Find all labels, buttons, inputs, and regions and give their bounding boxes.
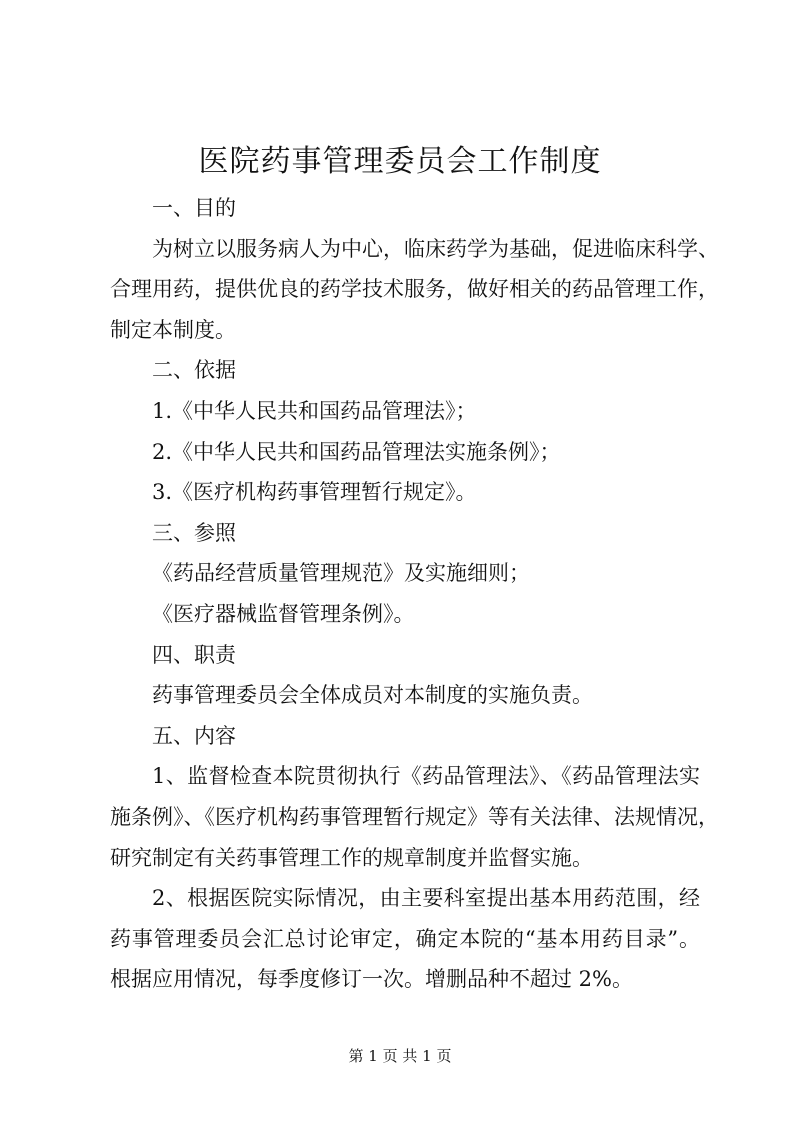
body-line: 制定本制度。 <box>110 317 236 342</box>
body-line: 四、职责 <box>152 642 236 667</box>
document-body <box>110 188 719 1000</box>
body-line: 1、监督检查本院贯彻执行《药品管理法》、《药品管理法实 <box>152 764 700 789</box>
document-title: 医院药事管理委员会工作制度 <box>198 144 602 179</box>
body-line: 《医疗器械监督管理条例》。 <box>152 601 415 626</box>
body-line: 2.《中华人民共和国药品管理法实施条例》； <box>152 439 561 464</box>
body-line: 研究制定有关药事管理工作的规章制度并监督实施。 <box>110 845 593 870</box>
body-line: 药事管理委员会汇总讨论审定，确定本院的“基本用药目录”。 <box>110 926 700 951</box>
body-line: 2、根据医院实际情况，由主要科室提出基本用药范围，经 <box>152 886 700 911</box>
body-line: 《药品经营质量管理规范》及实施细则； <box>152 561 530 586</box>
body-line: 药事管理委员会全体成员对本制度的实施负责。 <box>152 683 593 708</box>
page-footer: 第 1 页 共 1 页 <box>348 1047 452 1065</box>
body-line: 三、参照 <box>152 520 236 545</box>
body-line: 施条例》、《医疗机构药事管理暂行规定》等有关法律、法规情况， <box>110 804 719 829</box>
body-line: 根据应用情况，每季度修订一次。增删品种不超过 2%。 <box>110 967 633 992</box>
body-line: 1.《中华人民共和国药品管理法》； <box>152 398 477 423</box>
body-line: 一、目的 <box>152 196 236 220</box>
body-line: 3.《医疗机构药事管理暂行规定》。 <box>152 480 477 505</box>
body-line: 五、内容 <box>152 723 236 748</box>
body-line: 二、依据 <box>152 358 236 383</box>
body-line: 为树立以服务病人为中心，临床药学为基础，促进临床科学、 <box>152 236 719 261</box>
body-line: 合理用药，提供优良的药学技术服务，做好相关的药品管理工作， <box>110 277 719 302</box>
